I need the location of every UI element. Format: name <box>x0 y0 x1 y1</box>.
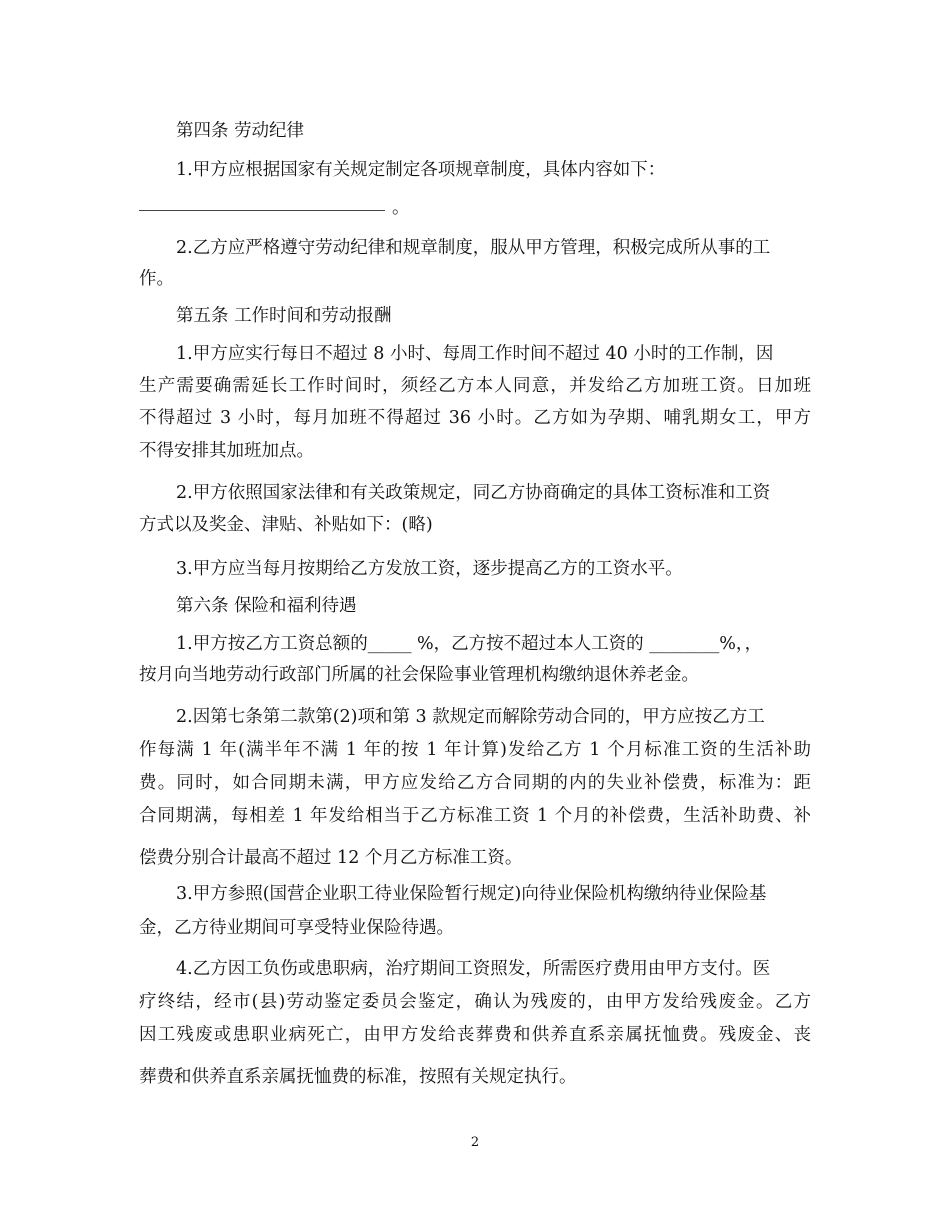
article-6-clause-1-line-2: 按月向当地劳动行政部门所属的社会保险事业管理机构缴纳退休养老金。 <box>139 665 699 685</box>
article-6-clause-2-line-2: 作每满 1 年(满半年不满 1 年的按 1 年计算)发给乙方 1 个月标准工资的生活补助 <box>139 740 811 760</box>
article-6-clause-1-line-1: 1.甲方按乙方工资总额的_____ %，乙方按不超过本人工资的 ________%，， <box>176 634 763 654</box>
article-5-clause-1-line-1: 1.甲方应实行每日不超过 8 小时、每周工作时间不超过 40 小时的工作制，因 <box>176 344 774 364</box>
article-5-clause-1-line-4: 不得安排其加班加点。 <box>139 441 314 461</box>
article-6-clause-2-line-1: 2.因第七条第二款第(2)项和第 3 款规定而解除劳动合同的，甲方应按乙方工 <box>176 707 765 727</box>
article-6-heading: 第六条 保险和福利待遇 <box>176 596 357 616</box>
article-5-clause-2-line-2: 方式以及奖金、津贴、补贴如下：(略) <box>139 515 433 535</box>
article-4-clause-2-line-2: 作。 <box>139 269 174 289</box>
article-5-clause-1-line-2: 生产需要确需延长工作时间时，须经乙方本人同意，并发给乙方加班工资。日加班 <box>139 376 811 396</box>
article-5-clause-1-line-3: 不得超过 3 小时，每月加班不得超过 36 小时。乙方如为孕期、哺乳期女工，甲方 <box>139 408 811 428</box>
page-number: 2 <box>470 1135 480 1150</box>
article-6-clause-2-line-3: 费。同时，如合同期未满，甲方应发给乙方合同期的内的失业补偿费，标准为：距 <box>139 773 811 793</box>
article-6-clause-4-line-4: 葬费和供养直系亲属抚恤费的标准，按照有关规定执行。 <box>139 1067 577 1087</box>
article-6-clause-4-line-2: 疗终结，经市(县)劳动鉴定委员会鉴定，确认为残废的，由甲方发给残废金。乙方 <box>139 992 811 1012</box>
article-4-clause-1: 1.甲方应根据国家有关规定制定各项规章制度，具体内容如下： <box>176 160 666 180</box>
article-5-heading: 第五条 工作时间和劳动报酬 <box>176 306 392 326</box>
article-6-clause-4-line-1: 4.乙方因工负伤或患职病，治疗期间工资照发，所需医疗费用由甲方支付。医 <box>176 959 771 979</box>
article-4-clause-2-line-1: 2.乙方应严格遵守劳动纪律和规章制度，服从甲方管理，积极完成所从事的工 <box>176 238 771 258</box>
article-5-clause-3: 3.甲方应当每月按期给乙方发放工资，逐步提高乙方的工资水平。 <box>176 559 683 579</box>
blank-fill-line <box>139 210 385 211</box>
article-6-clause-2-line-4: 合同期满，每相差 1 年发给相当于乙方标准工资 1 个月的补偿费，生活补助费、补 <box>139 806 811 826</box>
blank-fill-end: 。 <box>392 198 410 218</box>
article-5-clause-2-line-1: 2.甲方依照国家法律和有关政策规定，同乙方协商确定的具体工资标准和工资 <box>176 483 771 503</box>
article-6-clause-4-line-3: 因工残废或患职业病死亡，由甲方发给丧葬费和供养直系亲属抚恤费。残废金、丧 <box>139 1025 811 1045</box>
article-6-clause-3-line-2: 金，乙方待业期间可享受特业保险待遇。 <box>139 918 454 938</box>
article-4-heading: 第四条 劳动纪律 <box>176 121 305 141</box>
article-6-clause-3-line-1: 3.甲方参照(国营企业职工待业保险暂行规定)向待业保险机构缴纳待业保险基 <box>176 884 767 904</box>
article-6-clause-2-line-5: 偿费分别合计最高不超过 12 个月乙方标准工资。 <box>139 848 523 868</box>
